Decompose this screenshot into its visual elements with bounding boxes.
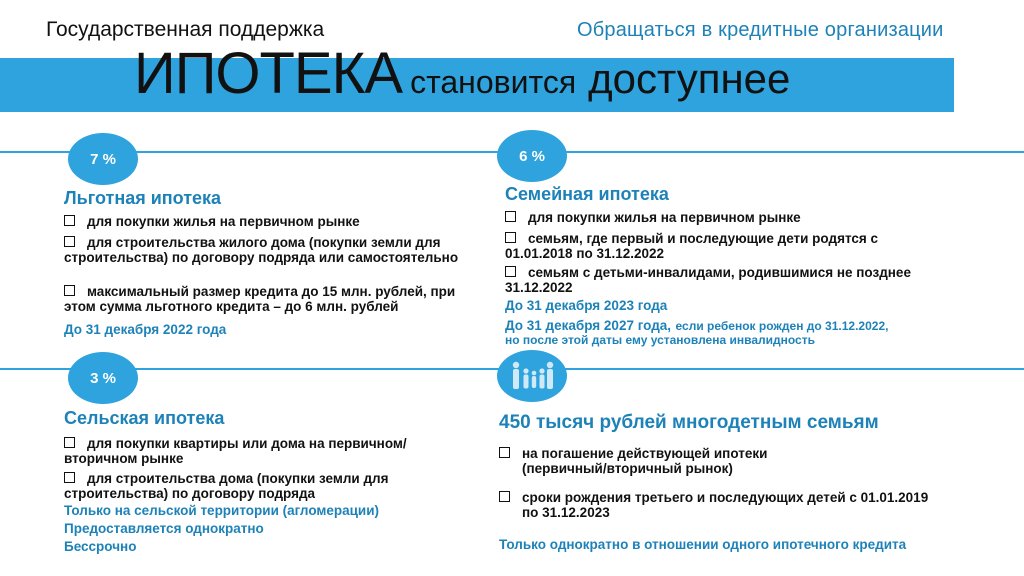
- badge-family: 6 %: [497, 130, 567, 182]
- checkbox-icon: [505, 232, 516, 243]
- deadline-family-2-note-a: если ребенок рожден до 31.12.2022,: [675, 319, 889, 333]
- section-title-preferential: Льготная ипотека: [64, 188, 222, 208]
- deadline-family-2: До 31 декабря 2027 года,: [505, 318, 672, 333]
- deadline-family-1: До 31 декабря 2023 года: [505, 298, 668, 313]
- checkbox-icon: [64, 472, 75, 483]
- rural-note-1: Только на сельской территории (агломерации): [64, 503, 380, 518]
- badge-preferential: 7 %: [68, 133, 138, 185]
- checkbox-icon: [64, 215, 75, 226]
- rural-note-3: Бессрочно: [64, 539, 137, 554]
- list-item: на погашение действующей ипотеки (первичный/вторичный рынок): [499, 446, 852, 476]
- title-part-1: ИПОТЕКА: [134, 41, 403, 106]
- section-title-family: Семейная ипотека: [505, 184, 669, 204]
- deadline-preferential: До 31 декабря 2022 года: [64, 322, 227, 337]
- list-item: сроки рождения третьего и последующих детей с 01.01.2019 по 31.12.2023: [499, 490, 942, 520]
- checkbox-icon: [64, 285, 75, 296]
- checkbox-icon: [64, 437, 75, 448]
- header-left-text: Государственная поддержка: [46, 18, 325, 41]
- list-item: для покупки жилья на первичном рынке: [505, 210, 945, 225]
- checkbox-icon: [505, 211, 516, 222]
- checkbox-icon: [499, 447, 510, 458]
- page-title: [134, 40, 790, 107]
- list-item: для строительства жилого дома (покупки земли для строительства) по договору подряда или самостоятельно: [64, 235, 459, 265]
- checkbox-icon: [64, 236, 75, 247]
- family-icon: [497, 350, 567, 402]
- checkbox-icon: [505, 266, 516, 277]
- list-item: для покупки жилья на первичном рынке: [64, 214, 484, 229]
- rural-note-2: Предоставляется однократно: [64, 521, 264, 536]
- checkbox-icon: [499, 491, 510, 502]
- list-item: семьям с детьми-инвалидами, родившимися не позднее 31.12.2022: [505, 265, 911, 295]
- large-families-note: Только однократно в отношении одного ипотечного кредита: [499, 537, 907, 552]
- title-part-2: становится: [410, 64, 577, 100]
- badge-rural: 3 %: [68, 352, 138, 404]
- section-title-large-families: 450 тысяч рублей многодетным семьям: [499, 412, 879, 433]
- section-title-rural: Сельская ипотека: [64, 408, 225, 428]
- list-item: для покупки квартиры или дома на первичном/вторичном рынке: [64, 436, 407, 466]
- deadline-family-2-note-b: но после этой даты ему установлена инвалидность: [505, 333, 815, 347]
- list-item: семьям, где первый и последующие дети родятся с 01.01.2018 по 31.12.2022: [505, 231, 879, 261]
- family-icon-graphic: [507, 357, 557, 395]
- title-part-3: доступнее: [588, 55, 791, 102]
- list-item: максимальный размер кредита до 15 млн. рублей, при этом сумма льготного кредита – до 6 млн. рублей: [64, 284, 456, 314]
- list-item: для строительства дома (покупки земли для строительства) по договору подряда: [64, 471, 389, 501]
- header-right-text: Обращаться в кредитные организации: [577, 19, 944, 41]
